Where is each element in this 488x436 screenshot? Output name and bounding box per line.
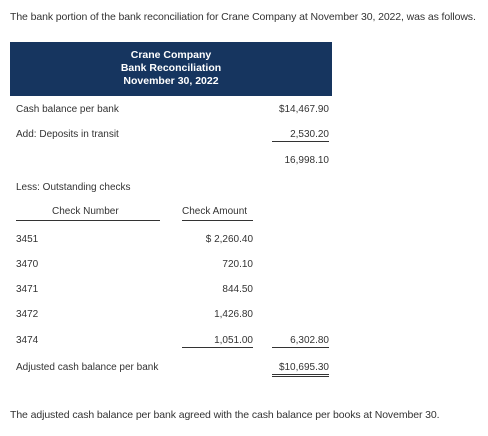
adjusted-balance-label: Adjusted cash balance per bank <box>16 362 159 373</box>
deposits-amount: 2,530.20 <box>272 129 329 142</box>
cash-balance-label: Cash balance per bank <box>16 104 119 115</box>
cash-balance-amount: $14,467.90 <box>278 104 329 115</box>
reconciliation-header <box>10 42 332 96</box>
outstanding-checks-total: 6,302.80 <box>272 335 329 348</box>
check-amount: 1,051.00 <box>182 335 253 348</box>
check-number: 3472 <box>16 309 39 320</box>
statement-title: Bank Reconciliation <box>120 62 222 74</box>
adjusted-balance-amount: $10,695.30 <box>272 362 329 377</box>
check-number: 3451 <box>16 234 39 245</box>
check-amount-header: Check Amount <box>182 206 248 217</box>
check-number: 3471 <box>16 284 39 295</box>
check-amount: 1,426.80 <box>214 309 253 320</box>
company-name: Crane Company <box>130 49 212 61</box>
check-number: 3474 <box>16 335 39 346</box>
check-amount: 844.50 <box>222 284 253 295</box>
deposits-label: Add: Deposits in transit <box>16 129 119 140</box>
check-number: 3470 <box>16 259 39 270</box>
outstanding-checks-label: Less: Outstanding checks <box>16 182 131 193</box>
footer-text: The adjusted cash balance per bank agreed with the cash balance per books at November 30. <box>10 409 440 421</box>
check-number-underline <box>16 220 160 221</box>
check-amount: $ 2,260.40 <box>205 234 253 245</box>
intro-text: The bank portion of the bank reconciliation for Crane Company at November 30, 2022, was as follows. <box>10 11 476 23</box>
statement-date: November 30, 2022 <box>123 75 219 87</box>
subtotal-amount: 16,998.10 <box>284 155 329 166</box>
check-amount-underline <box>182 220 253 221</box>
check-amount: 720.10 <box>222 259 253 270</box>
check-number-header: Check Number <box>52 206 119 217</box>
